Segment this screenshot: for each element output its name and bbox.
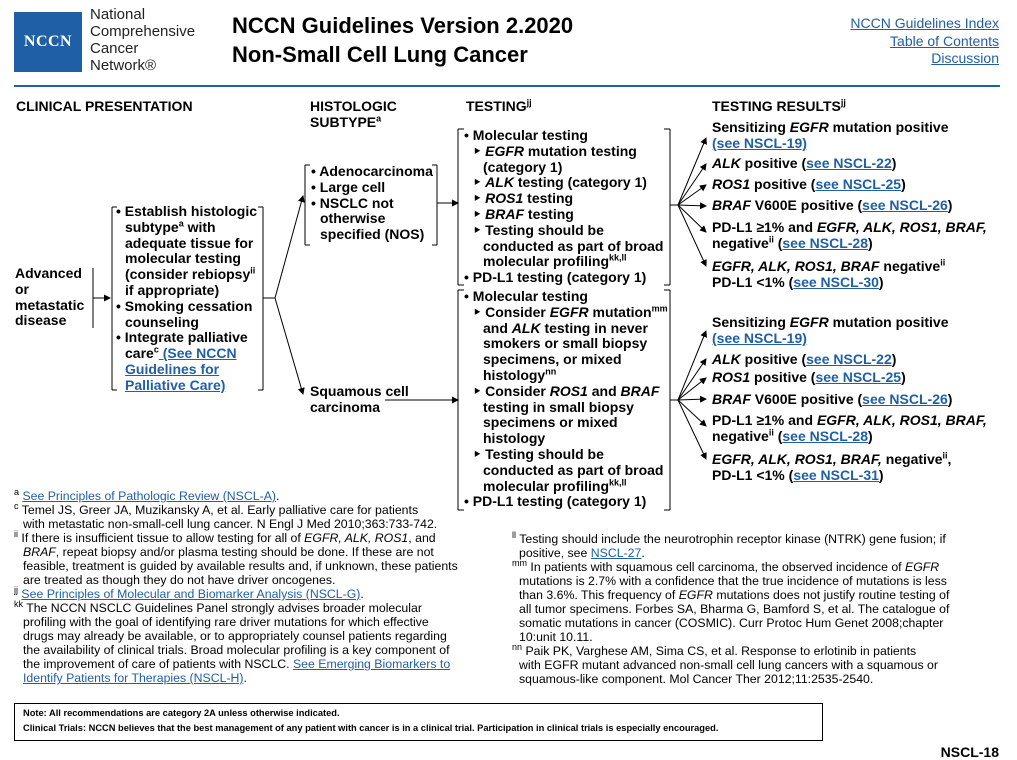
page-title: NCCN Guidelines Version 2.2020 xyxy=(232,13,574,38)
discussion-link[interactable]: Discussion xyxy=(931,50,999,66)
results-upper-pdl1-low: EGFR, ALK, ROS1, BRAF negative$^{ii}$ PD-L1 <1% (see NSCL-30) xyxy=(712,257,946,290)
results-upper-pdl1-high: PD-L1 ≥1% and EGFR, ALK, ROS1, BRAF, negative$^{ii}$ (see NSCL-28) xyxy=(712,219,987,251)
org-name: National Comprehensive Cancer Network® xyxy=(90,6,196,74)
workup-list: • Establish histologic subtype$^a$ with adequate tissue for molecular testing (consider rebiopsy$^{ii}$ if appropriate) • Smoking cessation counseling • Integrate palliative care$^c$ (See NCCN Guidelines for Palliative Care) xyxy=(116,203,258,393)
results-lower-alk: ALK positive (see NSCL-22) xyxy=(712,351,897,367)
results-lower-ros1: ROS1 positive (see NSCL-25) xyxy=(712,369,906,385)
link-nscl-25[interactable]: see NSCL-25 xyxy=(815,176,902,192)
note-box: Note: All recommendations are category 2A unless otherwise indicated. Clinical Trials: NCCN believes that the best management of any patient with cancer is in a clinical trial. Participation in clinical trials is especially encouraged. xyxy=(14,703,823,741)
page-number: NSCL-18 xyxy=(940,744,999,760)
results-lower-braf: BRAF V600E positive (see NSCL-26) xyxy=(712,391,953,407)
link-nscl-31[interactable]: see NSCL-31 xyxy=(793,466,879,483)
table-of-contents-link[interactable]: Table of Contents xyxy=(890,33,999,49)
squamous-subtype: Squamous cell carcinoma xyxy=(310,383,409,415)
results-upper-egfr: Sensitizing EGFR mutation positive (see NSCL-19) xyxy=(712,119,949,151)
nccn-logo: NCCN xyxy=(14,12,82,72)
link-nscl-28-lower[interactable]: see NSCL-28 xyxy=(782,427,868,444)
link-nscl-22[interactable]: see NSCL-22 xyxy=(806,155,892,171)
nonsquamous-subtypes: • Adenocarcinoma • Large cell • NSCLC not otherwise specified (NOS) xyxy=(311,163,433,243)
link-nscl-25-lower[interactable]: see NSCL-25 xyxy=(815,369,902,385)
link-nscl-19-lower[interactable]: (see NSCL-19) xyxy=(712,329,807,346)
link-nscl-26-lower[interactable]: see NSCL-26 xyxy=(862,391,948,407)
testing-lower: • Molecular testing ‣ Consider EGFR mutation$^{mm}$ and ALK testing in never smokers or small biopsy specimens, or mixed histology$^{nn}$ ‣ Consider ROS1 and BRAF testing in small biopsy specimens or mixed histology ‣ Testing should be conducted as part of broad molecular profiling$^{kk,ll}$ • PD-L1 testing (category 1) xyxy=(464,288,668,510)
results-lower-pdl1-high: PD-L1 ≥1% and EGFR, ALK, ROS1, BRAF, negative$^{ii}$ (see NSCL-28) xyxy=(712,412,987,444)
footnotes-right: $^{ll}$ Testing should include the neurotrophin receptor kinase (NTRK) gene fusion; if positive, see NSCL-27. $^{mm}$ In patients with squamous cell carcinoma, the observed incidence of EGFR mutations is 2.7% with a confidence that the true incidence of mutations is less than 3.6%. This frequency of EGFR mutations does not justify routine testing of all tumor specimens. Forbes SA, Bharma G, Bamford S, et al. The catalogue of somatic mutations in cancer (COSMIC). Curr Protoc Hum Genet 2008;chapter 10:unit 10.11. $^{nn}$ Paik PK, Varghese AM, Sima CS, et al. Response to erlotinib in patients with EGFR mutant advanced non-small cell lung cancers with a squamous or squamous-like component. Mol Cancer Ther 2012;11:2535-2540. xyxy=(512,529,950,686)
link-nscl-26[interactable]: see NSCL-26 xyxy=(862,197,948,213)
results-upper-braf: BRAF V600E positive (see NSCL-26) xyxy=(712,197,953,213)
results-upper-ros1: ROS1 positive (see NSCL-25) xyxy=(712,176,906,192)
guidelines-index-link[interactable]: NCCN Guidelines Index xyxy=(850,15,999,31)
link-nscl-19[interactable]: (see NSCL-19) xyxy=(712,134,807,151)
col-heading-clinical: CLINICAL PRESENTATION xyxy=(16,98,193,114)
testing-upper: • Molecular testing ‣ EGFR mutation testing (category 1) ‣ ALK testing (category 1) ‣ ROS1 testing ‣ BRAF testing ‣ Testing should be conducted as part of broad molecular profiling$^{kk,ll}$ • PD-L1 testing (category 1) xyxy=(464,127,664,286)
footnotes-left: $^a$ See Principles of Pathologic Review (NSCL-A). $^c$ Temel JS, Greer JA, Muzikansky A, et al. Early palliative care for patients with metastatic non-small-cell lung cancer. N Engl J Med 2010;363:733-742. $^{ii}$ If there is insufficient tissue to allow testing for all of EGFR, ALK, ROS1, and BRAF, repeat biopsy and/or plasma testing should be done. If these are not feasible, treatment is guided by available results and, if unknown, these patients are treated as though they do not have driver oncogenes. $^{jj}$ See Principles of Molecular and Biomarker Analysis (NSCL-G). $^{kk}$ The NCCN NSCLC Guidelines Panel strongly advises broader molecular profiling with the goal of identifying rare driver mutations for which effective drugs may already be available, or to appropriately counsel patients regarding the availability of clinical trials. Broad molecular profiling is a key component of the improvement of care of patients with NSCLC. See Emerging Biomarkers to Identify Patients for Therapies (NSCL-H). xyxy=(14,486,458,685)
footnote-kk-link-2[interactable]: Identify Patients for Therapies (NSCL-H) xyxy=(23,671,244,685)
link-nscl-30[interactable]: see NSCL-30 xyxy=(793,273,879,290)
footnote-kk-link[interactable]: See Emerging Biomarkers to xyxy=(292,657,451,671)
footnote-ll-link[interactable]: NSCL-27 xyxy=(590,546,642,560)
clinical-presentation-text: Advanced or metastatic disease xyxy=(15,265,85,329)
footnote-a-link[interactable]: See Principles of Pathologic Review (NSCL-A) xyxy=(22,489,276,503)
palliative-care-link-2[interactable]: Guidelines for xyxy=(125,360,220,377)
col-heading-results: TESTING $RESULTS^{jj}$ xyxy=(712,97,846,114)
col-heading-histologic: HISTOLOGIC SUBTYPE$^a$ xyxy=(310,98,397,130)
results-lower-pdl1-low: EGFR, ALK, ROS1, BRAF, negative$^{ii}$, PD-L1 <1% (see NSCL-31) xyxy=(712,450,952,483)
palliative-care-link[interactable]: (See NCCN xyxy=(158,345,237,362)
link-nscl-28[interactable]: see NSCL-28 xyxy=(782,234,868,251)
page-subtitle: Non-Small Cell Lung Cancer xyxy=(232,42,528,67)
results-lower-egfr: Sensitizing EGFR mutation positive (see NSCL-19) xyxy=(712,314,949,346)
palliative-care-link-3[interactable]: Palliative Care) xyxy=(125,376,226,393)
results-upper-alk: ALK positive (see NSCL-22) xyxy=(712,155,897,171)
footnote-jj-link[interactable]: See Principles of Molecular and Biomarker Analysis (NSCL-G) xyxy=(21,587,361,601)
link-nscl-22-lower[interactable]: see NSCL-22 xyxy=(806,351,892,367)
col-heading-testing: $TESTING^{jj}$ xyxy=(466,97,532,114)
